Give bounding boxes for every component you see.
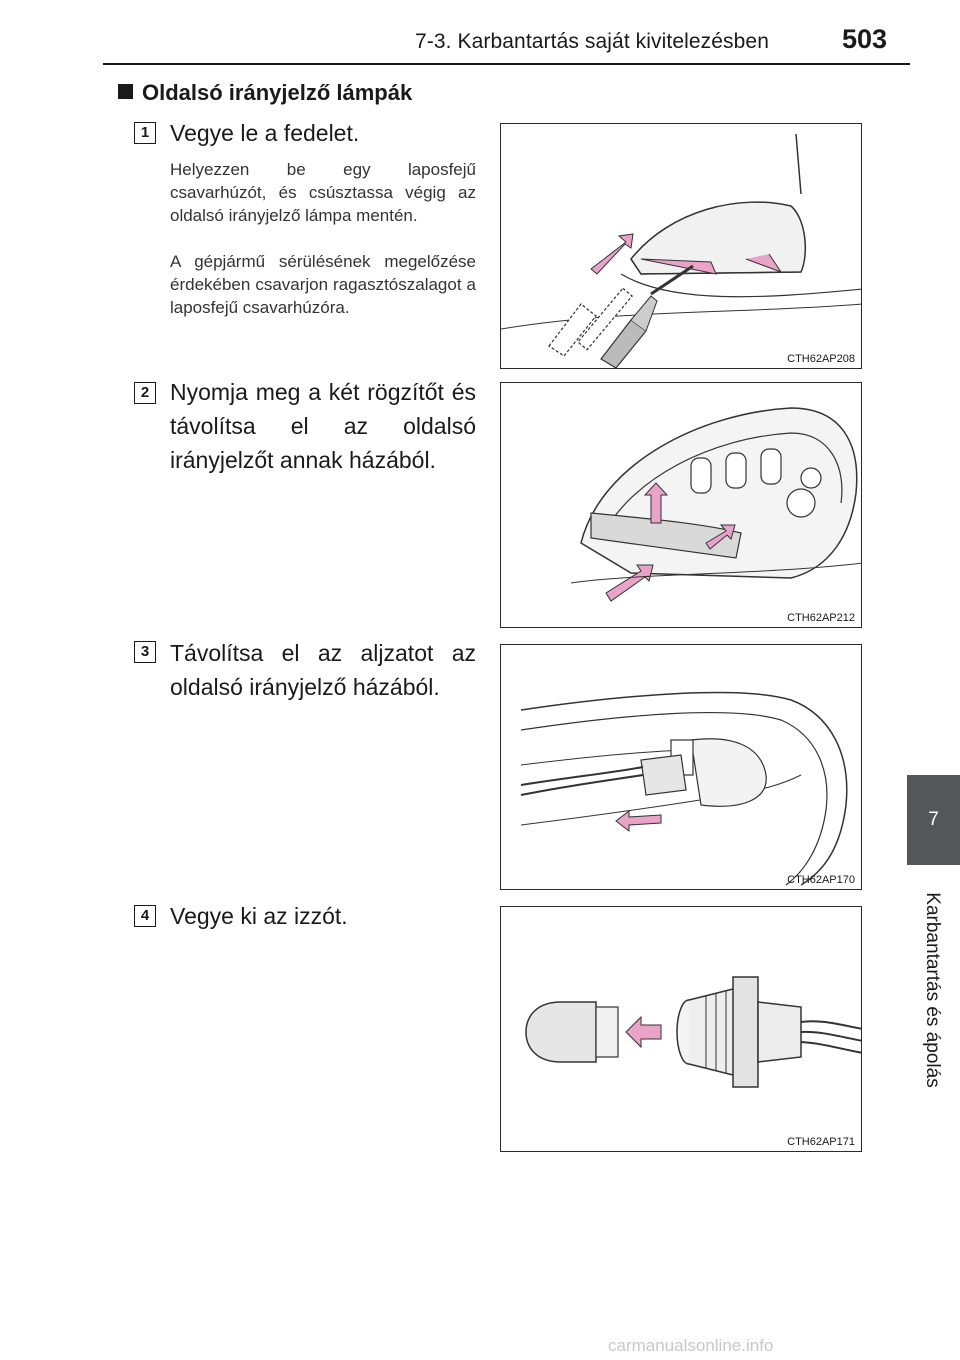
page-number: 503 (842, 24, 888, 54)
square-bullet-icon (118, 84, 133, 99)
step-note-1a: Helyezzen be egy laposfejű csavarhúzót, és csúsztassa végig az oldalsó irányjelző lámpa mentén. (170, 160, 476, 225)
step-number-4: 4 (134, 905, 156, 927)
figure-4 (500, 906, 862, 1152)
turn-signal-removal-illustration (501, 383, 862, 628)
figure-2 (500, 382, 862, 628)
step-text-3: Távolítsa el az aljzatot az oldalsó irányjelző házából. (170, 640, 476, 700)
step-text-4: Vegye ki az izzót. (170, 903, 348, 929)
step-number-3: 3 (134, 641, 156, 663)
step-number-2: 2 (134, 382, 156, 404)
socket-removal-illustration (501, 645, 862, 890)
chapter-label: Karbantartás és ápolás (922, 892, 943, 1088)
section-title (118, 80, 412, 106)
figure-code-2: CTH62AP212 (787, 612, 855, 624)
header-rule (103, 63, 910, 65)
figure-3 (500, 644, 862, 890)
header-section-title: 7-3. Karbantartás saját kivitelezésben (415, 30, 769, 53)
bulb-removal-illustration (501, 907, 862, 1152)
chapter-tab: 7 (907, 775, 960, 865)
watermark: carmanualsonline.info (608, 1336, 774, 1355)
section-title-text: Oldalsó irányjelző lámpák (142, 80, 413, 105)
step-note-1b: A gépjármű sérülésének megelőzése érdekében csavarjon ragasztószalagot a laposfejű csavarhúzóra. (170, 252, 476, 317)
step-text-2: Nyomja meg a két rögzítőt és távolítsa el az oldalsó irányjelzőt annak házából. (170, 379, 476, 473)
mirror-cover-illustration (501, 124, 862, 369)
figure-code-1: CTH62AP208 (787, 353, 855, 365)
figure-code-4: CTH62AP171 (787, 1136, 855, 1148)
figure-code-3: CTH62AP170 (787, 874, 855, 886)
figure-1 (500, 123, 862, 369)
step-number-1: 1 (134, 122, 156, 144)
step-text-1: Vegye le a fedelet. (170, 120, 360, 146)
